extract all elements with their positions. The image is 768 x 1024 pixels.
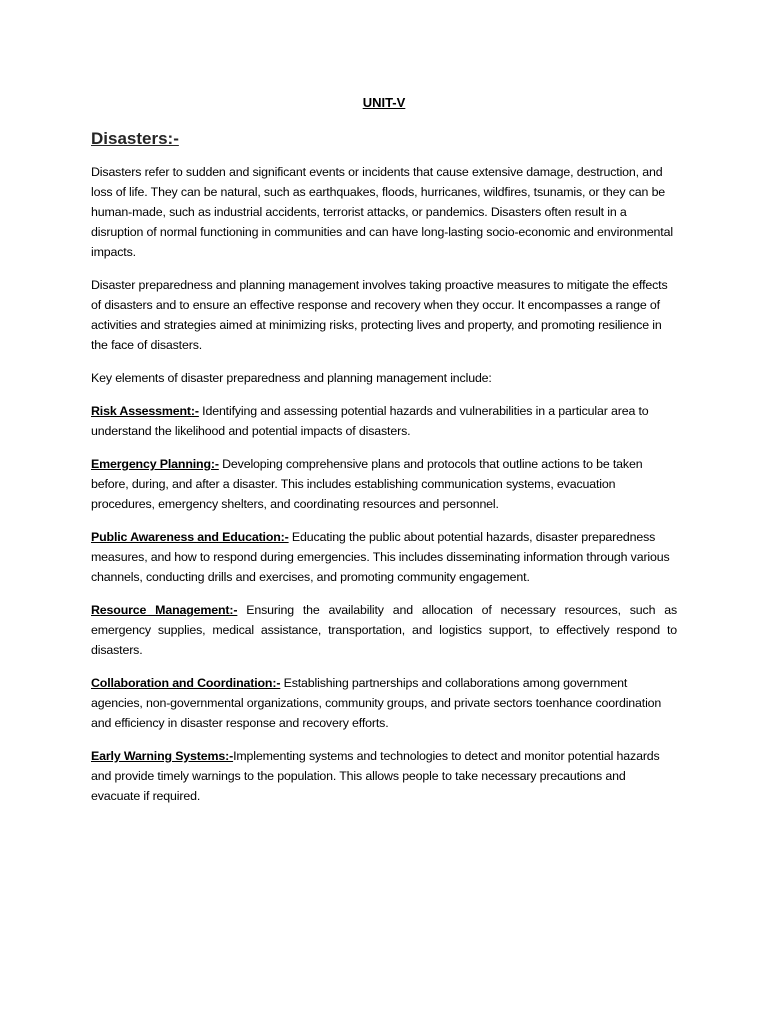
- element-risk-assessment: [91, 401, 677, 441]
- element-term: Public Awareness and Education:-: [91, 530, 289, 544]
- disasters-heading: Disasters:-: [91, 129, 179, 148]
- element-public-awareness: [91, 527, 677, 587]
- document-page: [91, 94, 677, 819]
- element-term: Resource Management:-: [91, 603, 238, 617]
- element-term: Collaboration and Coordination:-: [91, 676, 281, 690]
- element-text: Ensuring the availability and allocation of necessary resources, such as emergency supplies, medical assistance, transportation, and logistics support, to effectively respond to disasters.: [91, 603, 677, 657]
- element-collaboration: [91, 673, 677, 733]
- element-term: Risk Assessment:-: [91, 404, 199, 418]
- intro-paragraph-2: Disaster preparedness and planning management involves taking proactive measures to mitigate the effects of disasters and to ensure an effective response and recovery when they occur. It encompasses a range of activities and strategies aimed at minimizing risks, protecting lives and property, and promoting resilience in the face of disasters.: [91, 278, 668, 352]
- element-text: Identifying and assessing potential hazards and vulnerabilities in a particular area to understand the likelihood and potential impacts of disasters.: [91, 404, 649, 438]
- intro-paragraph-3: Key elements of disaster preparedness and planning management include:: [91, 371, 492, 385]
- intro-paragraph-1: Disasters refer to sudden and significant events or incidents that cause extensive damage, destruction, and loss of life. They can be natural, such as earthquakes, floods, hurricanes, wildfires, tsunamis, or they can be human-made, such as industrial accidents, terrorist attacks, or pandemics. Disasters often result in a disruption of normal functioning in communities and can have long-lasting socio-economic and environmental impacts.: [91, 165, 673, 259]
- element-text: Developing comprehensive plans and protocols that outline actions to be taken before, during, and after a disaster. This includes establishing communication systems, evacuation procedures, emergency shelters, and coordinating resources and personnel.: [91, 457, 643, 511]
- element-emergency-planning: [91, 454, 677, 514]
- element-early-warning: [91, 746, 677, 806]
- element-resource-management: [91, 600, 677, 660]
- element-text: Educating the public about potential hazards, disaster preparedness measures, and how to respond during emergencies. This includes disseminating information through various channels, conducting drills and exercises, and promoting community engagement.: [91, 530, 670, 584]
- element-text: Establishing partnerships and collaborations among government agencies, non-governmental organizations, community groups, and private sectors toenhance coordination and efficiency in disaster response and recovery efforts.: [91, 676, 662, 730]
- element-term: Early Warning Systems:-: [91, 749, 234, 763]
- unit-title: UNIT-V: [362, 95, 406, 110]
- element-term: Emergency Planning:-: [91, 457, 219, 471]
- element-text: Implementing systems and technologies to detect and monitor potential hazards and provide timely warnings to the population. This allows people to take necessary precautions and evacuate if required.: [91, 749, 660, 803]
